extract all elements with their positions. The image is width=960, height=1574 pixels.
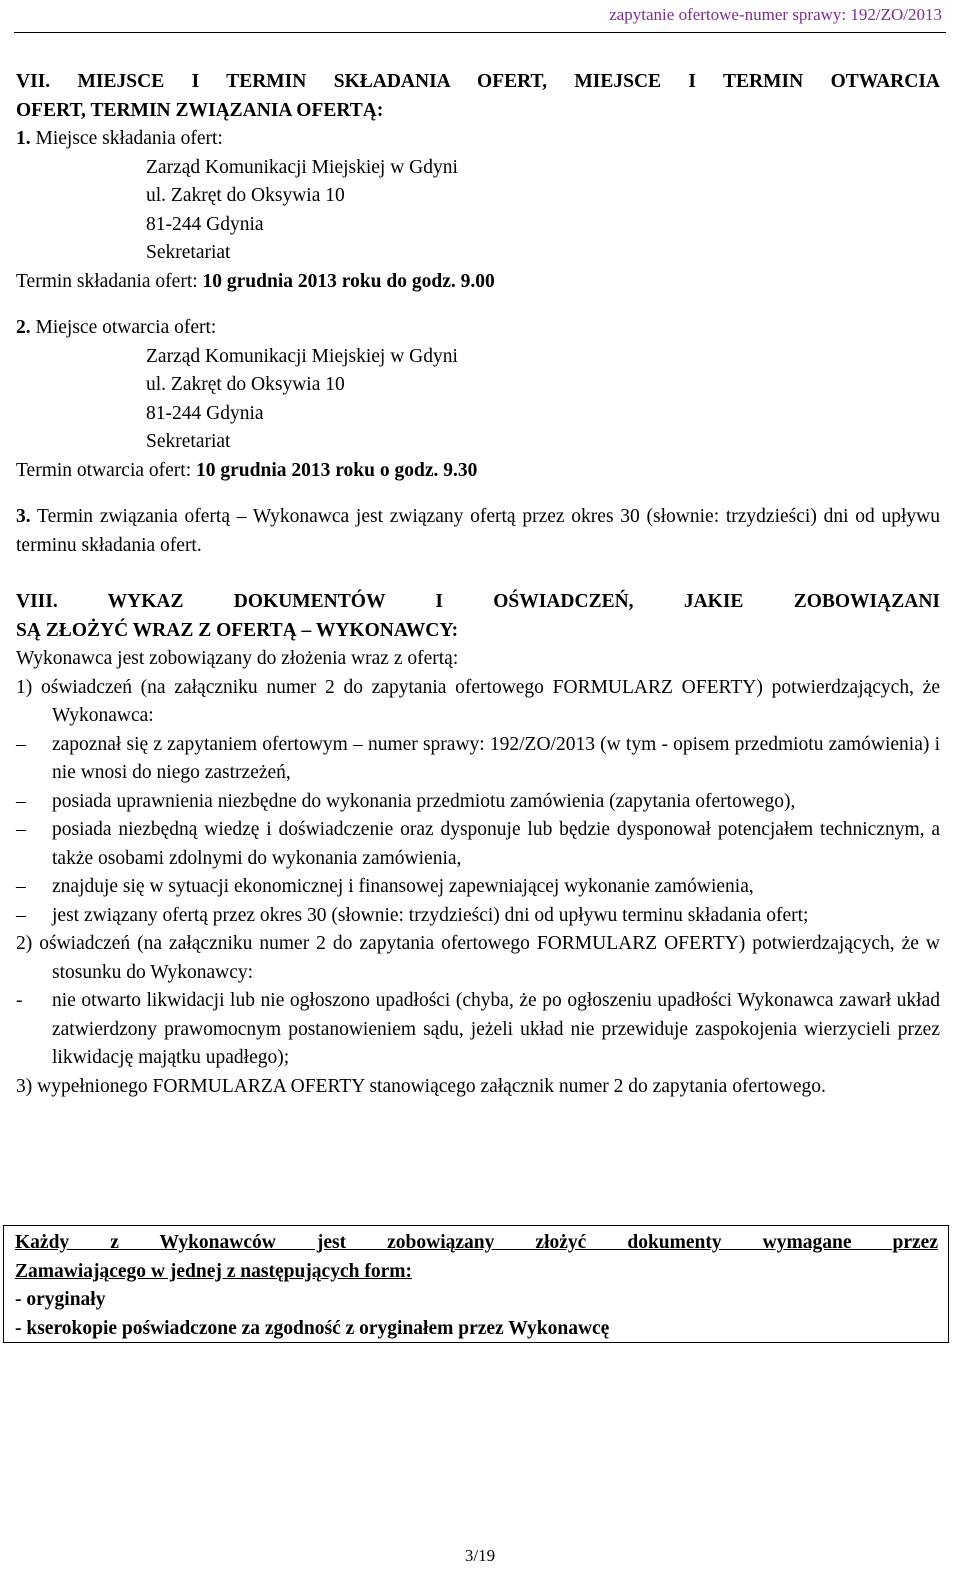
item-3-number: 3.	[16, 506, 31, 527]
dash-list-item: – znajduje się w sytuacji ekonomicznej i finansowej zapewniającej wykonanie zamówienia,	[16, 873, 940, 902]
notice-line-1: Każdy z Wykonawców jest zobowiązany złożyć dokumenty wymagane przez	[15, 1232, 938, 1253]
address-line: ul. Zakręt do Oksywia 10	[146, 185, 345, 206]
document-body	[16, 68, 940, 1101]
notice-box	[3, 1225, 949, 1343]
address-line: Sekretariat	[146, 431, 231, 452]
section-7-heading-line-1: VII. MIEJSCE I TERMIN SKŁADANIA OFERT, MIEJSCE I TERMIN OTWARCIA	[16, 71, 940, 92]
submission-deadline-label: Termin składania ofert:	[16, 270, 203, 292]
dash-list-item: – zapoznał się z zapytaniem ofertowym – numer sprawy: 192/ZO/2013 (w tym - opisem przedmiotu zamówienia) i nie wnosi do niego zastrzeżeń,	[16, 731, 940, 788]
hyphen-list-item: - nie otwarto likwidacji lub nie ogłoszono upadłości (chyba, że po ogłoszeniu upadłości Wykonawca zawarł układ zatwierdzony prawomocnym postanowieniem sądu, jeżeli układ nie przewiduje zaspokojenia wierzycieli przez likwidację majątku upadłego);	[16, 987, 940, 1073]
section-8-heading-line-1: VIII. WYKAZ DOKUMENTÓW I OŚWIADCZEŃ, JAKIE ZOBOWIĄZANI	[16, 591, 940, 612]
item-2-heading	[16, 314, 940, 343]
address-line: 81-244 Gdynia	[146, 402, 264, 424]
header-rule	[14, 32, 946, 33]
page-number: 3/19	[464, 1546, 496, 1565]
dash-marker: –	[16, 733, 26, 755]
address-line: ul. Zakręt do Oksywia 10	[146, 374, 345, 395]
item-1-label: Miejsce składania ofert:	[30, 128, 223, 149]
dash-list-item: – posiada uprawnienia niezbędne do wykonania przedmiotu zamówienia (zapytania ofertowego),	[16, 788, 940, 817]
dash-marker: –	[16, 876, 26, 897]
running-header: zapytanie ofertowe-numer sprawy: 192/ZO/2013	[609, 5, 942, 24]
notice-option: - kserokopie poświadczone za zgodność z oryginałem przez Wykonawcę	[15, 1317, 610, 1339]
hyphen-marker: -	[16, 990, 23, 1011]
point-2: 2) oświadczeń (na załączniku numer 2 do zapytania ofertowego FORMULARZ OFERTY) potwierdzających, że w stosunku do Wykonawcy:	[16, 933, 940, 983]
section-7-heading-line-2: OFERT, TERMIN ZWIĄZANIA OFERTĄ:	[16, 99, 384, 121]
notice-line-2: Zamawiającego w jednej z następujących form:	[15, 1260, 412, 1282]
opening-date-label: Termin otwarcia ofert:	[16, 459, 197, 481]
item-2-label: Miejsce otwarcia ofert:	[30, 317, 217, 338]
address-line: 81-244 Gdynia	[146, 213, 264, 235]
submission-deadline-value: 10 grudnia 2013 roku do godz. 9.00	[202, 270, 495, 292]
opening-date-value: 10 grudnia 2013 roku o godz. 9.30	[196, 459, 478, 481]
dash-marker: –	[16, 819, 26, 840]
address-line: Sekretariat	[146, 242, 231, 263]
item-1-heading	[16, 125, 940, 154]
address-line: Zarząd Komunikacji Miejskiej w Gdyni	[146, 156, 458, 178]
section-8-intro: Wykonawca jest zobowiązany do złożenia wraz z ofertą:	[16, 648, 459, 669]
notice-option: - oryginały	[15, 1289, 106, 1310]
dash-marker: –	[16, 904, 26, 926]
section-8-heading-line-2: SĄ ZŁOŻYĆ WRAZ Z OFERTĄ – WYKONAWCY:	[16, 619, 459, 641]
dash-list-item: – posiada niezbędną wiedzę i doświadczenie oraz dysponuje lub będzie dysponował potencjałem technicznym, a także osobami zdolnymi do wykonania zamówienia,	[16, 816, 940, 873]
item-1-number: 1.	[16, 128, 31, 149]
item-3-binding-period	[16, 503, 940, 560]
point-1: 1) oświadczeń (na załączniku numer 2 do zapytania ofertowego FORMULARZ OFERTY) potwierdzających, że Wykonawca:	[16, 676, 940, 726]
item-3-text: Termin związania ofertą – Wykonawca jest związany ofertą przez okres 30 (słownie: trzydzieści) dni od upływu terminu składania ofert.	[16, 506, 940, 556]
item-2-number: 2.	[16, 317, 31, 338]
opening-date	[16, 457, 940, 486]
point-3: 3) wypełnionego FORMULARZA OFERTY stanowiącego załącznik numer 2 do zapytania ofertowego.	[16, 1075, 826, 1097]
dash-list-item: – jest związany ofertą przez okres 30 (słownie: trzydzieści) dni od upływu terminu składania ofert;	[16, 902, 940, 931]
submission-deadline	[16, 268, 940, 297]
address-line: Zarząd Komunikacji Miejskiej w Gdyni	[146, 345, 458, 367]
dash-marker: –	[16, 790, 26, 812]
